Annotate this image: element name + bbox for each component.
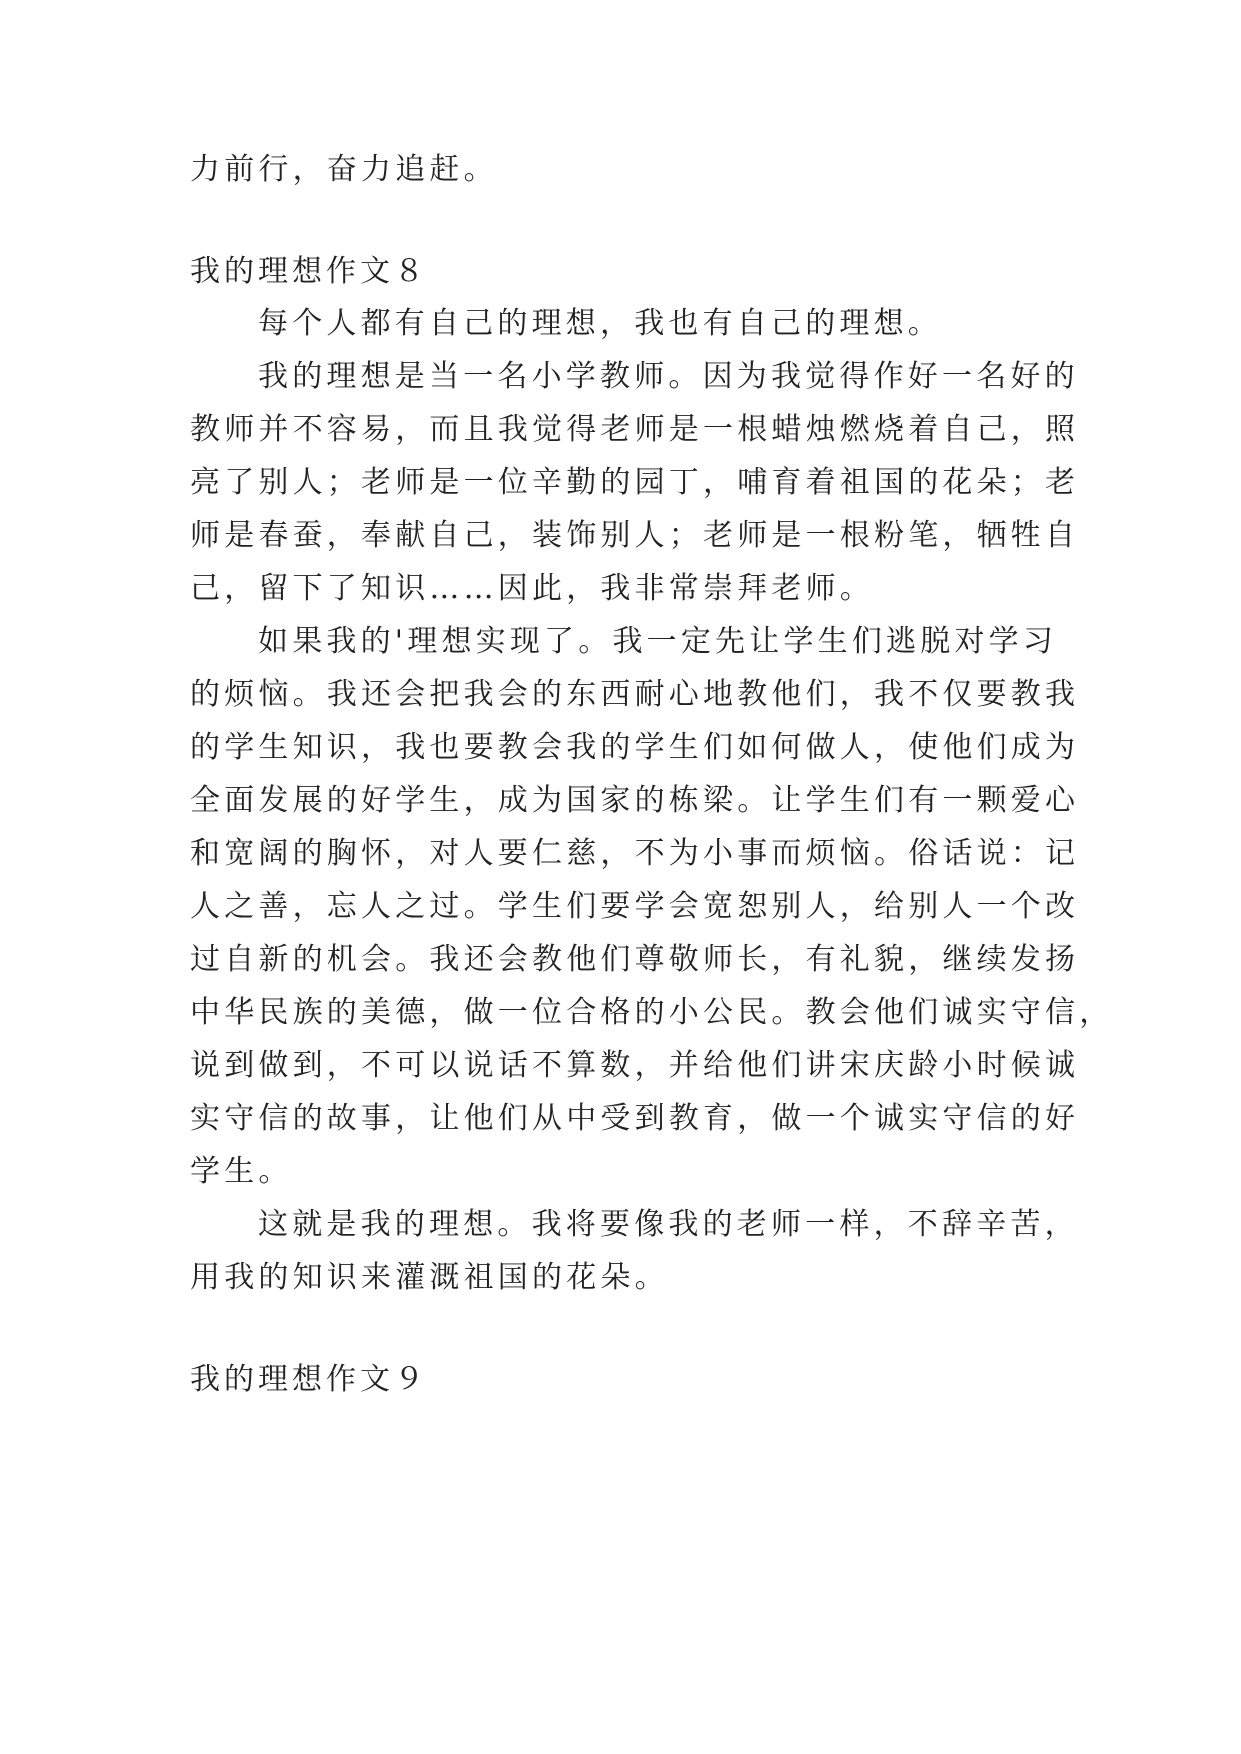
paragraph-line: 这就是我的理想。我将要像我的老师一样，不辞辛苦， — [258, 1207, 1079, 1242]
paragraph-line: 过自新的机会。我还会教他们尊敬师长，有礼貌，继续发扬 — [190, 942, 1080, 977]
section-heading: 我的理想作文８ — [190, 254, 428, 289]
paragraph-line: 学生。 — [190, 1154, 293, 1189]
paragraph-line: 说到做到，不可以说话不算数，并给他们讲宋庆龄小时候诚 — [190, 1048, 1080, 1083]
paragraph-line: 亮了别人；老师是一位辛勤的园丁，哺育着祖国的花朵；老 — [190, 465, 1080, 500]
paragraph-line: 实守信的故事，让他们从中受到教育，做一个诚实守信的好 — [190, 1101, 1080, 1136]
paragraph-line: 人之善，忘人之过。学生们要学会宽恕别人，给别人一个改 — [190, 889, 1080, 924]
paragraph-line: 教师并不容易，而且我觉得老师是一根蜡烛燃烧着自己，照 — [190, 412, 1080, 447]
paragraph-line: 用我的知识来灌溉祖国的花朵。 — [190, 1260, 669, 1295]
paragraph-line: 每个人都有自己的理想，我也有自己的理想。 — [258, 306, 942, 341]
paragraph-line: 我的理想是当一名小学教师。因为我觉得作好一名好的 — [258, 359, 1079, 394]
paragraph-line: 师是春蚕，奉献自己，装饰别人；老师是一根粉笔，牺牲自 — [190, 518, 1080, 553]
paragraph-line: 力前行，奋力追赶。 — [190, 152, 498, 187]
paragraph-line: 的烦恼。我还会把我会的东西耐心地教他们，我不仅要教我 — [190, 677, 1080, 712]
paragraph-line: 中华民族的美德，做一位合格的小公民。教会他们诚实守信， — [190, 995, 1114, 1030]
paragraph-line: 己，留下了知识……因此，我非常崇拜老师。 — [190, 571, 874, 606]
paragraph-line: 和宽阔的胸怀，对人要仁慈，不为小事而烦恼。俗话说：记 — [190, 836, 1080, 871]
paragraph-line: 的学生知识，我也要教会我的学生们如何做人，使他们成为 — [190, 730, 1080, 765]
paragraph-line: 如果我的'理想实现了。我一定先让学生们逃脱对学习 — [258, 624, 1058, 659]
section-heading: 我的理想作文９ — [190, 1362, 428, 1397]
paragraph-line: 全面发展的好学生，成为国家的栋梁。让学生们有一颗爱心 — [190, 783, 1080, 818]
